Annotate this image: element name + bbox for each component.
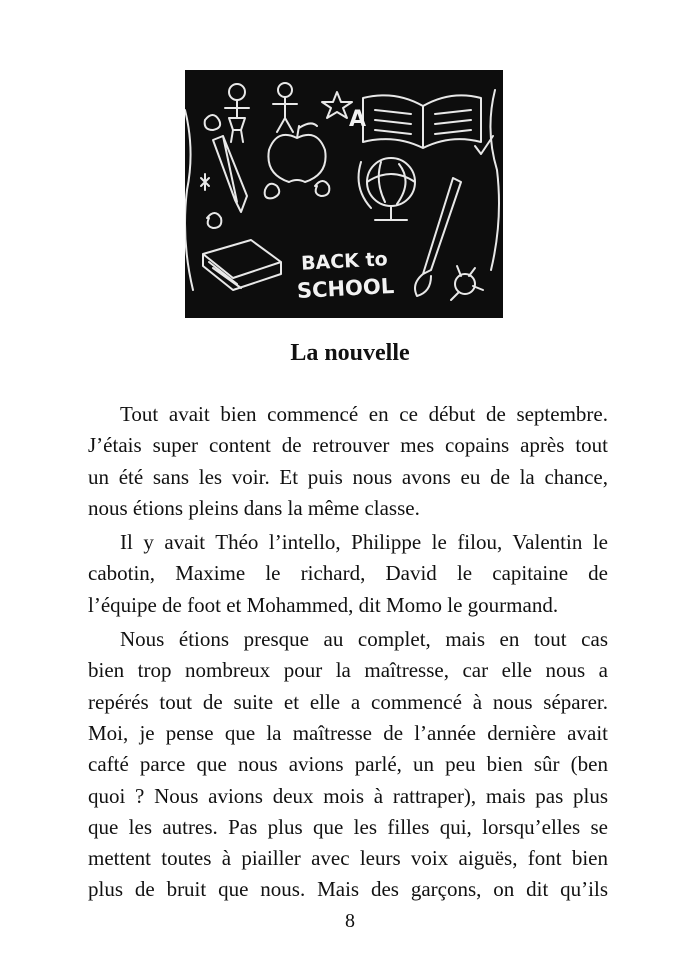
text-line: nous étions pleins dans la même classe. xyxy=(88,495,420,520)
body-text xyxy=(88,399,608,909)
sparkle-icon xyxy=(201,174,209,190)
paragraph-2 xyxy=(88,527,608,621)
chalkboard-illustration xyxy=(185,70,503,318)
text-line: Tout avait bien commencé en ce début de septembre. xyxy=(120,402,608,426)
flower-icon xyxy=(265,184,280,199)
text-line: un été sans les voir. Et puis nous avons eu de la chance, xyxy=(88,464,608,489)
text-line: que les autres. Pas plus que les filles qui, lorsqu’elles se xyxy=(88,814,608,839)
text-line: bien trop nombreux pour la maîtresse, car elle nous a xyxy=(88,658,608,683)
spiral-icon xyxy=(205,115,220,130)
text-line: Il y avait Théo l’intello, Philippe le filou, Valentin le xyxy=(120,530,608,555)
books-stack-icon xyxy=(203,240,281,290)
text-line: quoi ? Nous avions deux mois à rattraper), mais pas plus xyxy=(88,783,608,808)
back-to-label: BACK to xyxy=(300,248,389,275)
stick-figure-girl-icon xyxy=(229,84,245,100)
text-line: mettent toutes à piailler avec leurs voix aiguës, font bien xyxy=(88,846,608,871)
page-number: 8 xyxy=(345,910,355,932)
globe-icon xyxy=(367,158,415,206)
spiral-icon xyxy=(315,181,329,196)
text-line: l’équipe de foot et Mohammed, dit Momo le gourmand. xyxy=(88,592,559,617)
chapter-title: La nouvelle xyxy=(290,340,410,366)
text-line: Moi, je pense que la maîtresse de l’année dernière avait xyxy=(88,720,608,745)
text-line: J’étais super content de retrouver mes copains après tout xyxy=(88,433,608,458)
school-label: SCHOOL xyxy=(296,273,395,303)
chalk-doodles-image xyxy=(185,70,503,318)
paintbrush-icon xyxy=(415,178,461,296)
text-line: plus de bruit que nous. Mais des garçons, on dit qu’ils xyxy=(88,877,608,902)
text-line: cafté parce que nous avions parlé, un peu bien sûr (ben xyxy=(88,752,608,777)
text-line: Nous étions presque au complet, mais en tout cas xyxy=(120,627,608,652)
flower-icon xyxy=(451,266,483,300)
text-line: cabotin, Maxime le richard, David le capitaine de xyxy=(88,561,608,586)
paragraph-1 xyxy=(88,399,608,524)
text-line: repérés tout de suite et elle a commencé à nous séparer. xyxy=(88,689,608,714)
chalk-letter: A xyxy=(349,107,367,132)
paragraph-3 xyxy=(88,624,608,906)
stick-figure-boy-icon xyxy=(278,83,292,97)
pencil-icon xyxy=(213,136,247,212)
star-icon xyxy=(322,92,352,118)
spiral-icon xyxy=(207,213,221,228)
